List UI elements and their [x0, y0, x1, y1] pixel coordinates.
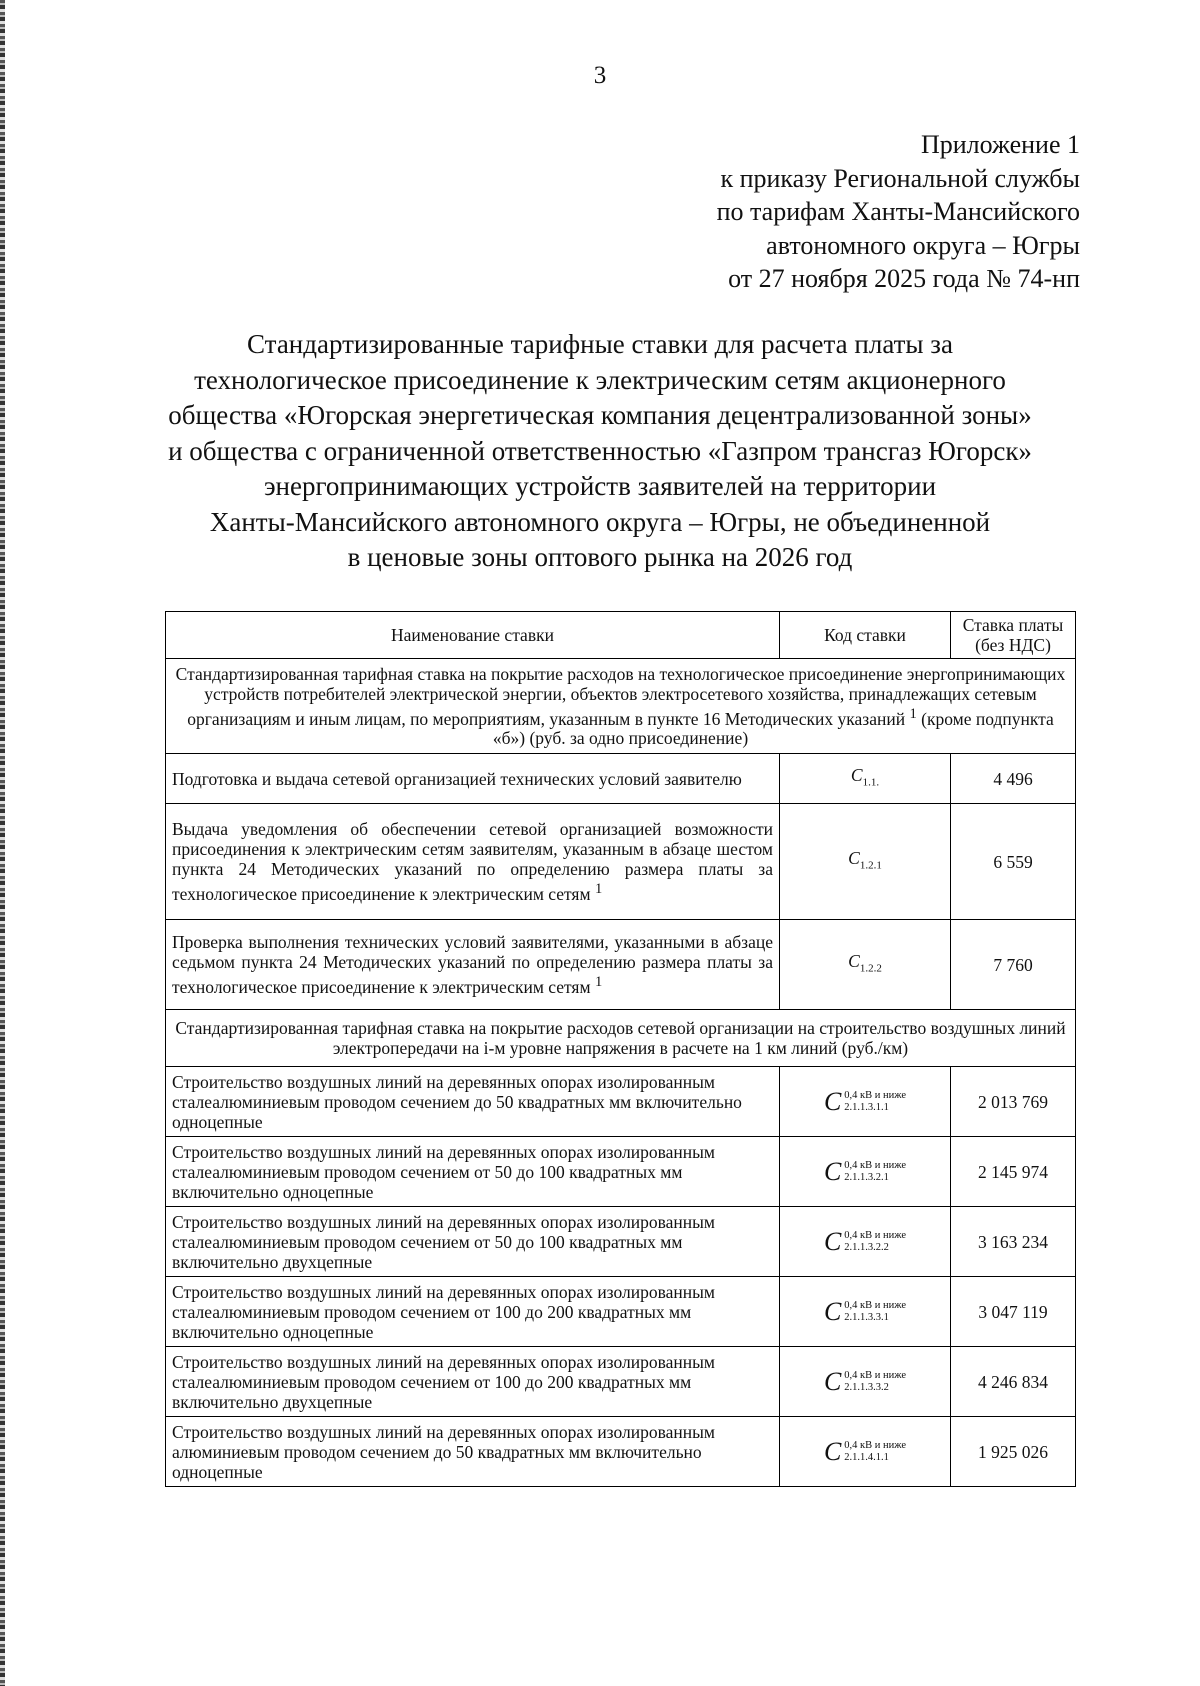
rate-name: Строительство воздушных линий на деревянных опорах изолированным сталеалюминиевым проводом сечением от 50 до 100 квадратных мм включительно одноцепные	[166, 1137, 780, 1207]
rate-value: 2 145 974	[951, 1137, 1076, 1207]
table-row	[166, 1347, 1076, 1417]
header-rate-line2: (без НДС)	[975, 635, 1051, 655]
rate-name-text: Проверка выполнения технических условий заявителями, указанными в абзаце седьмом пункта 24 Методических указаний по определению размера платы за технологическое присоединение к электрическим сетям	[172, 932, 773, 997]
rate-code-letter: C	[823, 1436, 842, 1466]
rate-code	[780, 1067, 951, 1137]
rate-code-indices	[844, 1300, 906, 1324]
rate-code-formula	[823, 1296, 907, 1326]
table-row	[166, 1137, 1076, 1207]
footnote-mark: 1	[909, 705, 917, 722]
rate-code	[780, 1137, 951, 1207]
table-row	[166, 1067, 1076, 1137]
rate-code-letter: C	[848, 950, 860, 971]
rate-code-formula	[823, 1156, 907, 1186]
rate-code-voltage: 0,4 кВ и ниже	[844, 1229, 907, 1241]
table-row	[166, 1417, 1076, 1487]
appendix-line: автономного округа – Югры	[766, 230, 1080, 260]
header-rate	[951, 612, 1076, 659]
title-line: и общества с ограниченной ответственностью «Газпром трансгаз Югорск»	[168, 435, 1032, 466]
header-code: Код ставки	[780, 612, 951, 659]
appendix-line: Приложение 1	[920, 130, 1080, 159]
rate-code-formula	[823, 1226, 907, 1256]
rate-value: 1 925 026	[951, 1417, 1076, 1487]
rate-value: 7 760	[951, 920, 1076, 1010]
rate-name: Строительство воздушных линий на деревянных опорах изолированным сталеалюминиевым проводом сечением от 100 до 200 квадратных мм включительно двухцепные	[166, 1347, 780, 1417]
rate-code-index: 2.1.1.3.2.2	[844, 1241, 889, 1253]
title-line: общества «Югорская энергетическая компания децентрализованной зоны»	[168, 400, 1032, 430]
rate-code-formula	[823, 1086, 907, 1116]
rate-code-letter: C	[823, 1156, 842, 1186]
section-1-text: Стандартизированная тарифная ставка на покрытие расходов на технологическое присоединение энергопринимающих устройств потребителей электрической энергии, объектов электросетевого хозяйства, принадлежащих сетевым организациям и иным лицам, по мероприятиям, указанным в пункте 16 Методических указаний	[175, 663, 1066, 729]
rate-code	[780, 1207, 951, 1277]
title-line: технологическое присоединение к электрическим сетям акционерного	[194, 364, 1006, 395]
rate-code	[780, 754, 951, 804]
rate-code-formula	[823, 1436, 907, 1466]
rate-code-voltage: 0,4 кВ и ниже	[844, 1159, 907, 1171]
rate-name-text: Подготовка и выдача сетевой организацией технических условий заявителю	[172, 768, 742, 789]
rate-code-indices	[844, 1160, 906, 1184]
rate-code-index: 1.1.	[862, 776, 880, 789]
footnote-mark: 1	[594, 881, 603, 898]
rate-code-index: 2.1.1.3.2.1	[844, 1171, 889, 1183]
rate-code	[780, 804, 951, 920]
appendix-line: по тарифам Ханты-Мансийского	[716, 197, 1080, 226]
appendix-line: к приказу Региональной службы	[720, 163, 1080, 193]
rate-code	[780, 1347, 951, 1417]
rate-code	[780, 920, 951, 1010]
rate-code-voltage: 0,4 кВ и ниже	[844, 1299, 907, 1311]
table-row	[166, 754, 1076, 804]
table-row	[166, 804, 1076, 920]
title-line: в ценовые зоны оптового рынка на 2026 год	[347, 542, 853, 572]
appendix-header	[520, 128, 1080, 296]
rate-value: 6 559	[951, 804, 1076, 920]
table-row	[166, 1207, 1076, 1277]
rates-table	[165, 611, 1076, 1487]
rate-code-letter: C	[848, 847, 860, 868]
document-title	[120, 327, 1080, 576]
rate-code-index: 2.1.1.3.3.1	[844, 1311, 889, 1323]
section-row	[166, 659, 1076, 754]
rate-name-text: Выдача уведомления об обеспечении сетевой организацией возможности присоединения к электрическим сетям заявителям, указанным в абзаце шестом пункта 24 Методических указаний по определению размера платы за технологическое присоединение к электрическим сетям	[172, 819, 773, 904]
header-name: Наименование ставки	[166, 612, 780, 659]
rate-code-letter: C	[823, 1366, 842, 1396]
rate-code	[780, 1417, 951, 1487]
table-row	[166, 920, 1076, 1010]
rate-code-indices	[844, 1440, 906, 1464]
section-2-heading: Стандартизированная тарифная ставка на покрытие расходов сетевой организации на строительство воздушных линий электропередачи на i-м уровне напряжения в расчете на 1 км линий (руб./км)	[166, 1010, 1076, 1067]
rate-value: 4 496	[951, 754, 1076, 804]
rate-code	[780, 1277, 951, 1347]
rate-code-voltage: 0,4 кВ и ниже	[844, 1439, 907, 1451]
rate-code-index: 2.1.1.3.3.2	[844, 1381, 889, 1393]
rate-name: Строительство воздушных линий на деревянных опорах изолированным сталеалюминиевым проводом сечением от 100 до 200 квадратных мм включительно одноцепные	[166, 1277, 780, 1347]
title-line: Стандартизированные тарифные ставки для расчета платы за	[247, 329, 953, 359]
page-number: 3	[593, 62, 607, 89]
rate-code-indices	[844, 1370, 906, 1394]
rate-value: 2 013 769	[951, 1067, 1076, 1137]
rate-code-index: 2.1.1.3.1.1	[844, 1101, 889, 1113]
rate-name	[166, 804, 780, 920]
rate-value: 3 163 234	[951, 1207, 1076, 1277]
rate-code-voltage: 0,4 кВ и ниже	[844, 1369, 907, 1381]
title-line: Ханты-Мансийского автономного округа – Югры, не объединенной	[209, 506, 991, 537]
section-1-text-tail: (кроме подпункта «б») (руб. за одно присоединение)	[492, 708, 1054, 749]
rate-code-letter: C	[823, 1226, 842, 1256]
section-1-heading	[166, 659, 1076, 754]
rate-code-index: 1.2.1	[859, 859, 882, 872]
rate-code-formula	[823, 1366, 907, 1396]
header-rate-line1: Ставка платы	[962, 615, 1064, 635]
rate-value: 4 246 834	[951, 1347, 1076, 1417]
rate-code-index: 2.1.1.4.1.1	[844, 1451, 889, 1463]
rate-value: 3 047 119	[951, 1277, 1076, 1347]
section-row	[166, 1010, 1076, 1067]
rate-code-letter: C	[850, 764, 863, 785]
appendix-line: от 27 ноября 2025 года № 74-нп	[728, 264, 1080, 293]
rate-code-indices	[844, 1090, 906, 1114]
table-header-row	[166, 612, 1076, 659]
scan-edge	[0, 0, 5, 1686]
rate-code-letter: C	[823, 1086, 842, 1116]
table-row	[166, 1277, 1076, 1347]
rate-code-voltage: 0,4 кВ и ниже	[844, 1089, 907, 1101]
rate-name: Строительство воздушных линий на деревянных опорах изолированным алюминиевым проводом сечением до 50 квадратных мм включительно одноцепные	[166, 1417, 780, 1487]
rate-code-letter: C	[823, 1296, 842, 1326]
rate-name: Строительство воздушных линий на деревянных опорах изолированным сталеалюминиевым проводом сечением до 50 квадратных мм включительно одноцепные	[166, 1067, 780, 1137]
footnote-mark: 1	[594, 974, 603, 991]
rate-name	[166, 754, 780, 804]
rate-name	[166, 920, 780, 1010]
rate-code-index: 1.2.2	[859, 962, 882, 975]
rate-name: Строительство воздушных линий на деревянных опорах изолированным сталеалюминиевым проводом сечением от 50 до 100 квадратных мм включительно двухцепные	[166, 1207, 780, 1277]
rate-code-indices	[844, 1230, 906, 1254]
title-line: энергопринимающих устройств заявителей на территории	[263, 471, 937, 501]
